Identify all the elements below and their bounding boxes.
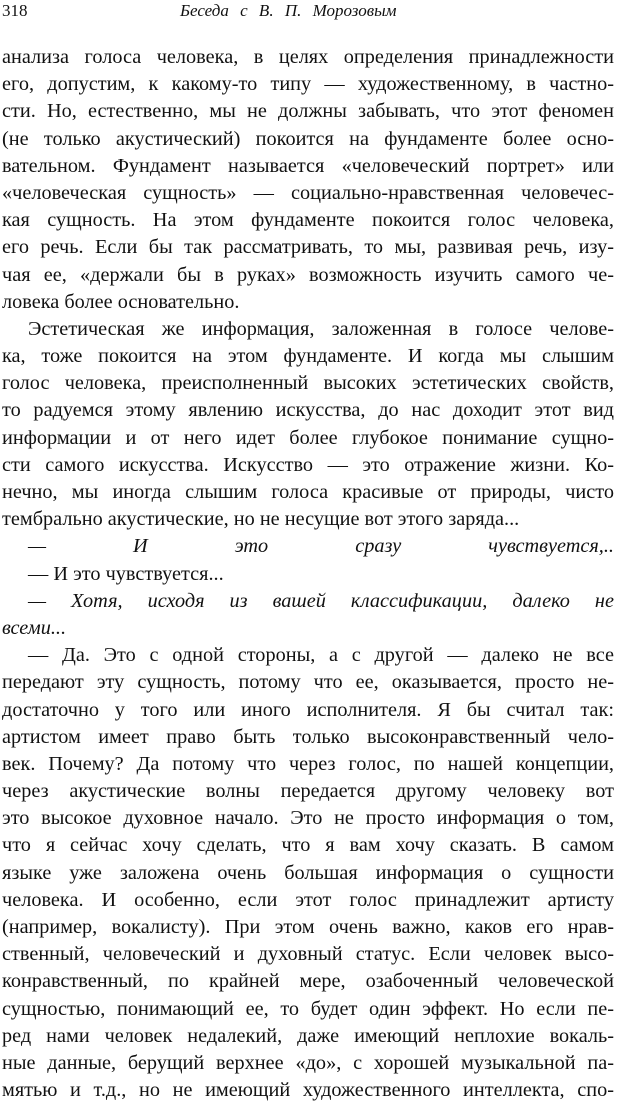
text-line: передают эту сущность, потому что ее, оказывается, просто не- [2, 671, 614, 694]
text-line: ные данные, берущий верхнее «до», с хорошей музыкальной па- [2, 1051, 614, 1074]
text-line: вательном. Фундамент называется «человеческий портрет» или [2, 154, 614, 177]
running-title: Беседа с В. П. Морозовым [180, 1, 397, 20]
text-line: чая ее, «держали бы в руках» возможность изучить самого че- [2, 263, 614, 286]
text-line: кая сущность. На этом фундаменте покоится голос человека, [2, 209, 614, 232]
text-line: — Да. Это с одной стороны, а с другой — далеко не все [28, 644, 614, 667]
text-line: мятью и т.д., но не имеющий художественного интеллекта, спо- [2, 1079, 614, 1102]
text-line: ред нами человек недалекий, даже имеющий неплохие вокаль- [2, 1024, 614, 1047]
text-line: Эстетическая же информация, заложенная в голосе челове- [28, 317, 614, 340]
text-line: нечно, мы иногда слышим голоса красивые от природы, чисто [2, 481, 614, 503]
text-line: достаточно у того или иного исполнителя. Я бы считал так: [2, 698, 614, 721]
text-line: информации и от него идет более глубокое понимание сущно- [2, 426, 614, 449]
text-line: ка, тоже покоится на этом фундаменте. И когда мы слышим [2, 345, 614, 368]
text-line: сти. Но, естественно, мы не должны забывать, что этот феномен [2, 100, 614, 123]
text-line: «человеческая сущность» — социально-нравственная человечес- [2, 181, 614, 204]
text-line: (не только акустический) покоится на фундаменте более осно- [2, 127, 614, 150]
text-line: языке уже заложена очень большая информация о сущности [2, 861, 614, 884]
text-line: анализа голоса человека, в целях определения принадлежности [2, 46, 614, 68]
text-line: — И это чувствуется... [28, 562, 224, 585]
text-line: через акустические волны передается другому человеку вот [2, 780, 614, 803]
text-line: то радуемся этому явлению искусства, до нас доходит этот вид [2, 399, 614, 422]
text-line: всеми... [2, 616, 67, 639]
text-line: — И это сразу чувствуется,.. [28, 535, 614, 558]
text-line: ственный, человеческий и духовный статус. Если человек высо- [2, 943, 614, 966]
page-header [0, 0, 620, 26]
text-line: сущностью, понимающий ее, то будет один эффект. Но если пе- [2, 997, 614, 1020]
text-line: что я сейчас хочу сделать, что я вам хочу сказать. В самом [2, 834, 614, 857]
text-line: конравственный, по крайней мере, озабоченный человеческой [2, 970, 614, 993]
text-line: — Хотя, исходя из вашей классификации, далеко не [28, 589, 614, 612]
text-line: человека. И особенно, если этот голос принадлежит артисту [2, 888, 614, 911]
text-line: это высокое духовное начало. Это не просто информация о том, [2, 807, 614, 830]
text-line: голос человека, преисполненный высоких эстетических свойств, [2, 372, 614, 395]
text-line: век. Почему? Да потому что через голос, по нашей концепции, [2, 752, 614, 775]
page-number: 318 [2, 1, 28, 20]
text-line: сти самого искусства. Искусство — это отражение жизни. Ко- [2, 453, 614, 476]
text-line: артистом имеет право быть только высоконравственный чело- [2, 725, 614, 748]
text-line: его речь. Если бы так рассматривать, то мы, развивая речь, изу- [2, 236, 614, 259]
body-text [2, 44, 614, 1104]
text-line: его, допустим, к какому-то типу — художественному, в частно- [2, 73, 614, 96]
text-line: (например, вокалисту). При этом очень важно, каков его нрав- [2, 916, 614, 938]
text-line: ловека более основательно. [2, 290, 240, 313]
text-line: тембрально акустические, но не несущие вот этого заряда... [2, 508, 520, 531]
